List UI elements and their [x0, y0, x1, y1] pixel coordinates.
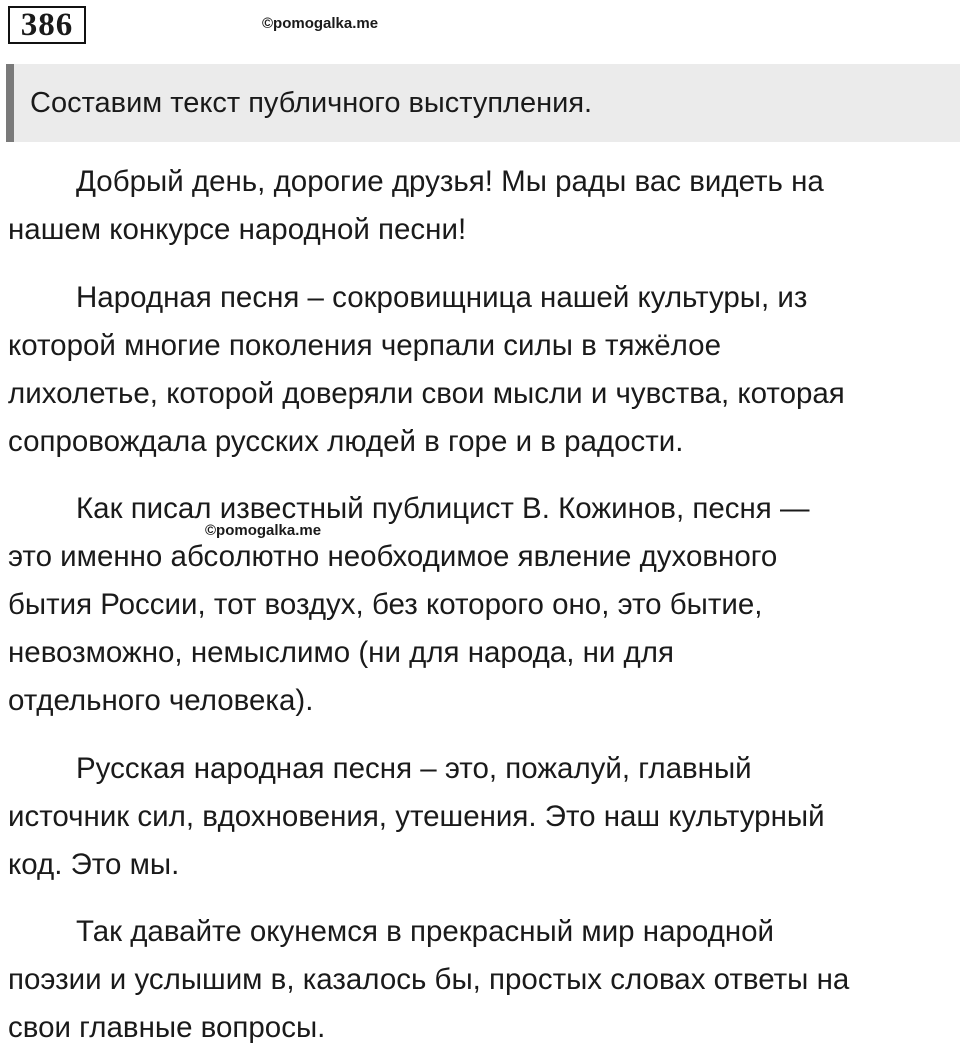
text-line: Так давайте окунемся в прекрасный мир народной — [76, 915, 775, 948]
text-line: сопровождала русских людей в горе и в радости. — [8, 425, 684, 458]
text-line: это именно абсолютно необходимое явление духовного — [8, 540, 778, 573]
watermark: ©pomogalka.me — [262, 15, 379, 32]
text-line: Как писал известный публицист В. Кожинов, песня — — [76, 492, 810, 525]
task-number: 386 — [8, 6, 86, 44]
text-line: лихолетье, которой доверяли свои мысли и чувства, которая — [8, 377, 845, 410]
heading-text: Составим текст публичного выступления. — [30, 87, 593, 119]
text-line: которой многие поколения черпали силы в тяжёлое — [8, 329, 721, 362]
text-line: код. Это мы. — [8, 848, 180, 881]
text-line: нашем конкурсе народной песни! — [8, 213, 467, 246]
watermark: ©pomogalka.me — [205, 522, 322, 539]
text-line: поэзии и услышим в, казалось бы, простых словах ответы на — [8, 963, 850, 996]
text-line: Добрый день, дорогие друзья! Мы рады вас видеть на — [76, 165, 824, 198]
text-line: невозможно, немыслимо (ни для народа, ни для — [8, 636, 674, 669]
text-line: источник сил, вдохновения, утешения. Это наш культурный — [8, 800, 825, 833]
text-line: отдельного человека). — [8, 684, 314, 717]
text-line: Русская народная песня – это, пожалуй, главный — [76, 752, 752, 785]
text-line: свои главные вопросы. — [8, 1011, 326, 1044]
text-line: бытия России, тот воздух, без которого оно, это бытие, — [8, 588, 763, 621]
text-line: Народная песня – сокровищница нашей культуры, из — [76, 281, 808, 314]
heading-callout — [6, 64, 960, 142]
